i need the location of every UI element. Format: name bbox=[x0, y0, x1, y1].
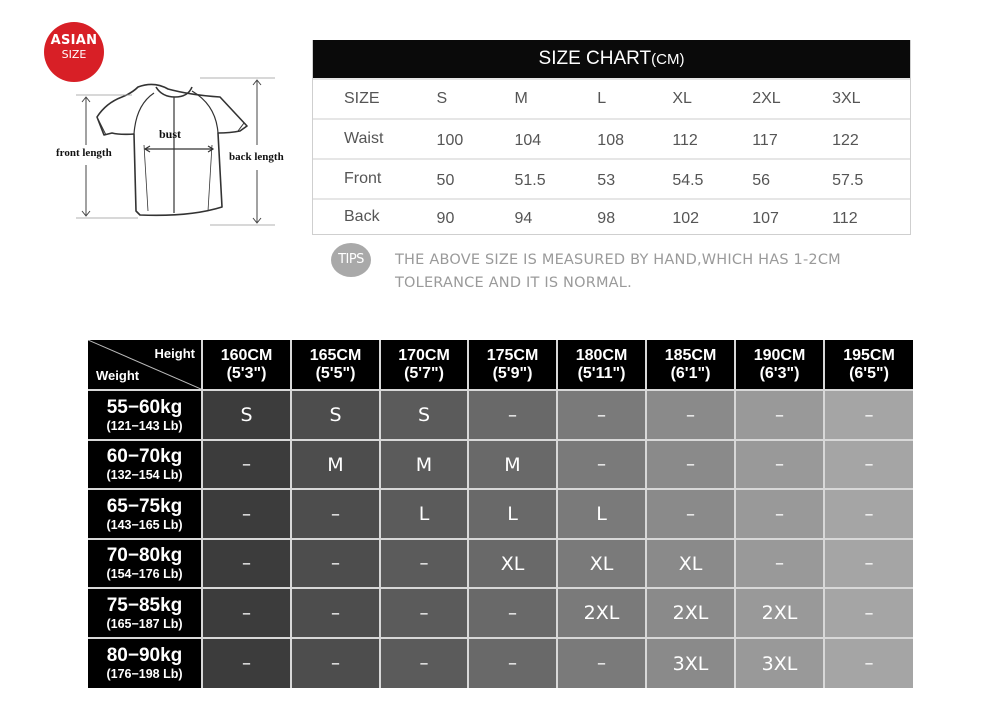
height-ft: (6'1") bbox=[670, 364, 711, 382]
height-weight-corner bbox=[88, 340, 201, 389]
height-weight-table bbox=[88, 340, 913, 688]
tips-icon: TIPS bbox=[331, 243, 371, 277]
height-cm: 180CM bbox=[575, 346, 628, 364]
size-recommendation-cell: – bbox=[558, 391, 645, 439]
height-cm: 190CM bbox=[753, 346, 806, 364]
size-recommendation-cell: – bbox=[469, 589, 556, 637]
size-chart-title-text: SIZE CHART bbox=[538, 48, 652, 69]
value-cell: 117 bbox=[752, 132, 778, 149]
size-recommendation-cell: 3XL bbox=[736, 639, 823, 688]
weight-row-label bbox=[88, 391, 201, 439]
weight-row-label bbox=[88, 639, 201, 688]
weight-lb: (143−165 Lb) bbox=[106, 517, 183, 532]
size-recommendation-cell: – bbox=[203, 639, 290, 688]
size-recommendation-cell: – bbox=[469, 639, 556, 688]
height-ft: (6'5") bbox=[849, 364, 889, 382]
weight-row-label bbox=[88, 589, 201, 637]
weight-kg: 80−90kg bbox=[106, 645, 183, 666]
row-label: Waist bbox=[344, 130, 384, 147]
value-cell: 94 bbox=[514, 210, 533, 227]
size-recommendation-cell: – bbox=[558, 441, 645, 488]
tips-line2: TOLERANCE AND IT IS NORMAL. bbox=[395, 275, 632, 291]
value-cell: 112 bbox=[832, 210, 858, 227]
size-recommendation-cell: L bbox=[558, 490, 645, 538]
size-recommendation-cell: – bbox=[825, 391, 913, 439]
size-recommendation-cell: 3XL bbox=[647, 639, 734, 688]
size-header-cell: 2XL bbox=[752, 90, 781, 107]
size-recommendation-cell: – bbox=[647, 441, 734, 488]
size-recommendation-cell: L bbox=[469, 490, 556, 538]
height-ft: (5'9") bbox=[492, 364, 533, 382]
height-ft: (5'7") bbox=[404, 364, 444, 382]
weight-row-label bbox=[88, 540, 201, 587]
bust-label: bust bbox=[159, 127, 182, 141]
size-recommendation-cell: – bbox=[203, 540, 290, 587]
size-recommendation-cell: – bbox=[825, 639, 913, 688]
height-header-cell bbox=[736, 340, 823, 389]
size-recommendation-cell: – bbox=[292, 540, 379, 587]
weight-row-label bbox=[88, 441, 201, 488]
weight-lb: (165−187 Lb) bbox=[106, 616, 183, 631]
size-header-label: SIZE bbox=[344, 90, 380, 107]
badge-line2: SIZE bbox=[61, 48, 87, 61]
size-recommendation-cell: XL bbox=[647, 540, 734, 587]
size-recommendation-cell: – bbox=[381, 589, 467, 637]
size-recommendation-cell: – bbox=[558, 639, 645, 688]
height-cm: 165CM bbox=[309, 346, 362, 364]
size-header-cell: XL bbox=[672, 90, 692, 107]
value-cell: 56 bbox=[752, 172, 770, 189]
size-recommendation-cell: – bbox=[203, 490, 290, 538]
height-cm: 170CM bbox=[398, 346, 450, 364]
value-cell: 112 bbox=[672, 132, 698, 149]
height-axis-label: Height bbox=[154, 346, 195, 361]
tips-text bbox=[395, 249, 841, 295]
weight-kg: 70−80kg bbox=[106, 545, 183, 566]
size-chart-row-front bbox=[313, 158, 910, 198]
value-cell: 98 bbox=[597, 210, 616, 227]
height-ft: (6'3") bbox=[759, 364, 800, 382]
back-length-label: back length bbox=[229, 151, 284, 163]
size-recommendation-cell: – bbox=[381, 540, 467, 587]
size-recommendation-cell: – bbox=[469, 391, 556, 439]
weight-lb: (132−154 Lb) bbox=[106, 468, 183, 482]
size-chart-title bbox=[313, 40, 910, 78]
value-cell: 100 bbox=[436, 132, 464, 149]
value-cell: 107 bbox=[752, 210, 779, 227]
height-header-cell bbox=[292, 340, 379, 389]
height-header-cell bbox=[469, 340, 556, 389]
size-recommendation-cell: – bbox=[736, 540, 823, 587]
size-chart-row-waist bbox=[313, 118, 910, 158]
size-header-cell: M bbox=[514, 90, 528, 107]
value-cell: 122 bbox=[832, 132, 859, 149]
value-cell: 57.5 bbox=[832, 172, 864, 189]
asian-size-badge bbox=[44, 22, 104, 82]
size-recommendation-cell: – bbox=[825, 490, 913, 538]
value-cell: 108 bbox=[597, 132, 624, 149]
size-header-cell: L bbox=[597, 90, 607, 107]
size-recommendation-cell: – bbox=[203, 589, 290, 637]
tips-line1: THE ABOVE SIZE IS MEASURED BY HAND,WHICH HAS 1-2CM bbox=[395, 252, 841, 268]
size-recommendation-cell: – bbox=[292, 589, 379, 637]
size-recommendation-cell: – bbox=[825, 540, 913, 587]
height-header-cell bbox=[381, 340, 467, 389]
weight-lb: (154−176 Lb) bbox=[106, 567, 183, 581]
size-recommendation-cell: XL bbox=[558, 540, 645, 587]
size-recommendation-cell: S bbox=[203, 391, 290, 439]
height-cm: 160CM bbox=[220, 346, 273, 364]
size-recommendation-cell: – bbox=[647, 391, 734, 439]
value-cell: 102 bbox=[672, 210, 700, 227]
size-recommendation-cell: 2XL bbox=[647, 589, 734, 637]
size-recommendation-cell: M bbox=[469, 441, 556, 488]
size-header-cell: 3XL bbox=[832, 90, 861, 107]
weight-kg: 60−70kg bbox=[106, 446, 183, 467]
size-recommendation-cell: – bbox=[736, 391, 823, 439]
size-recommendation-cell: XL bbox=[469, 540, 556, 587]
value-cell: 51.5 bbox=[514, 172, 546, 189]
weight-kg: 65−75kg bbox=[106, 495, 183, 517]
size-recommendation-cell: – bbox=[736, 490, 823, 538]
size-recommendation-cell: 2XL bbox=[558, 589, 645, 637]
size-chart-table bbox=[312, 40, 911, 235]
weight-lb: (121−143 Lb) bbox=[106, 418, 183, 433]
weight-axis-label: Weight bbox=[96, 368, 140, 383]
height-ft: (5'3") bbox=[226, 364, 267, 382]
weight-lb: (176−198 Lb) bbox=[106, 667, 183, 681]
size-chart-header-row bbox=[313, 78, 910, 118]
value-cell: 54.5 bbox=[672, 172, 704, 189]
height-header-cell bbox=[203, 340, 290, 389]
height-cm: 185CM bbox=[664, 346, 717, 364]
jersey-diagram bbox=[50, 75, 300, 240]
height-cm: 175CM bbox=[486, 346, 539, 364]
value-cell: 53 bbox=[597, 172, 616, 189]
weight-kg: 75−85kg bbox=[106, 594, 183, 616]
size-chart-unit: (CM) bbox=[651, 51, 685, 68]
size-recommendation-cell: S bbox=[292, 391, 379, 439]
value-cell: 104 bbox=[514, 132, 542, 149]
size-recommendation-cell: 2XL bbox=[736, 589, 823, 637]
size-recommendation-cell: – bbox=[292, 639, 379, 688]
row-label: Front bbox=[344, 170, 382, 187]
height-header-cell bbox=[825, 340, 913, 389]
size-recommendation-cell: – bbox=[203, 441, 290, 488]
size-recommendation-cell: M bbox=[381, 441, 467, 488]
size-recommendation-cell: M bbox=[292, 441, 379, 488]
weight-kg: 55−60kg bbox=[106, 396, 183, 418]
height-cm: 195CM bbox=[843, 346, 895, 364]
size-recommendation-cell: – bbox=[647, 490, 734, 538]
height-header-cell bbox=[647, 340, 734, 389]
size-recommendation-cell: – bbox=[292, 490, 379, 538]
height-header-cell bbox=[558, 340, 645, 389]
height-ft: (5'5") bbox=[315, 364, 356, 382]
size-header-cell: S bbox=[436, 90, 448, 107]
size-recommendation-cell: L bbox=[381, 490, 467, 538]
front-length-label: front length bbox=[56, 147, 112, 159]
size-recommendation-cell: – bbox=[381, 639, 467, 688]
size-recommendation-cell: S bbox=[381, 391, 467, 439]
size-recommendation-cell: – bbox=[825, 441, 913, 488]
size-chart-row-back bbox=[313, 198, 910, 234]
size-recommendation-cell: – bbox=[825, 589, 913, 637]
row-label: Back bbox=[344, 208, 380, 225]
height-ft: (5'11") bbox=[577, 364, 626, 382]
value-cell: 90 bbox=[436, 210, 455, 227]
value-cell: 50 bbox=[436, 172, 455, 189]
weight-row-label bbox=[88, 490, 201, 538]
size-recommendation-cell: – bbox=[736, 441, 823, 488]
badge-line1: ASIAN bbox=[50, 33, 98, 48]
